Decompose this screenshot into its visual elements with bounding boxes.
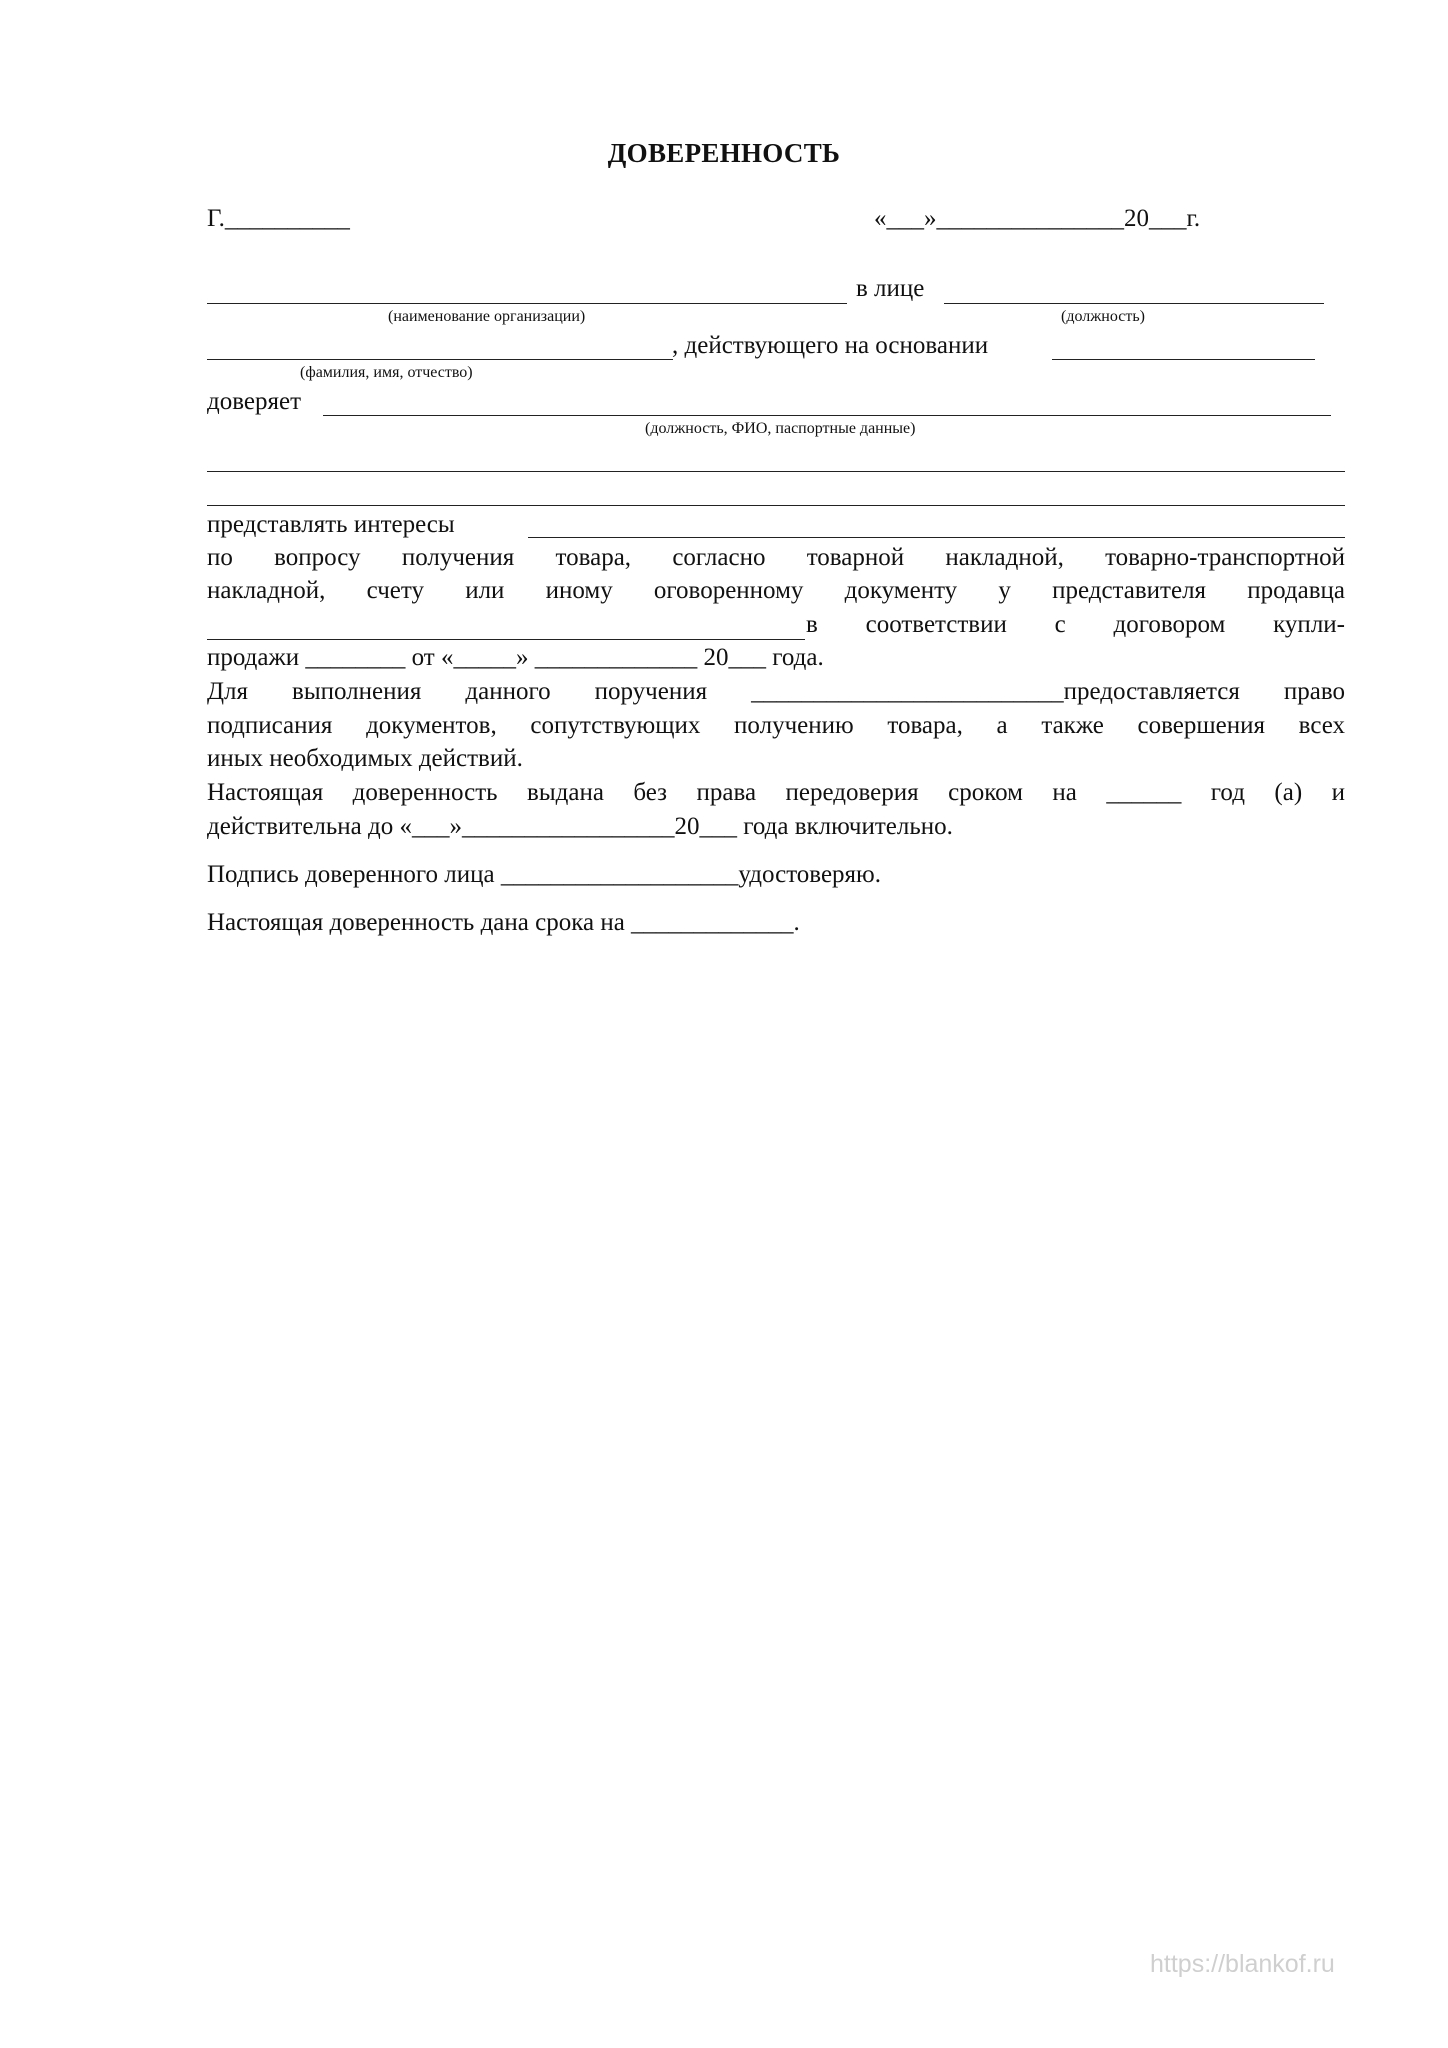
represent-blank [528, 537, 1345, 538]
body-line: продажи ________ от «_____» _____________ 20___ года. [207, 644, 824, 671]
body-line: Для выполнения данного поручения _________________________предоставляется право [207, 678, 1345, 705]
validity-line: Настоящая доверенность дана срока на _____________. [207, 909, 800, 936]
caption-position: (должность) [1061, 308, 1145, 325]
caption-fio: (фамилия, имя, отчество) [300, 364, 473, 381]
blank-line [207, 471, 1345, 472]
caption-trustee: (должность, ФИО, паспортные данные) [645, 420, 916, 437]
body-line: действительна до «___»_________________20___ года включительно. [207, 813, 953, 840]
blank-line [207, 505, 1345, 506]
seller-blank [207, 639, 805, 640]
body-line: накладной, счету или иному оговоренному документу у представителя продавца [207, 577, 1345, 604]
body-line: иных необходимых действий. [207, 745, 523, 772]
document-title: ДОВЕРЕННОСТЬ [607, 138, 841, 168]
signature-line: Подпись доверенного лица ___________________удостоверяю. [207, 861, 881, 888]
trustee-blank [323, 415, 1331, 416]
date-field: «___»_______________20___г. [874, 205, 1201, 232]
body-line: подписания документов, сопутствующих получению товара, а также совершения всех [207, 712, 1345, 739]
body-line: по вопросу получения товара, согласно товарной накладной, товарно-транспортной [207, 544, 1345, 571]
trusts-label: доверяет [207, 388, 301, 415]
in-person-label: в лице [856, 275, 925, 302]
body-line: в соответствии с договором купли- [806, 611, 1345, 638]
city-field: Г.__________ [207, 205, 350, 232]
acting-on-basis-label: , действующего на основании [672, 332, 989, 359]
position-blank [944, 303, 1324, 304]
organization-blank [207, 303, 847, 304]
watermark-link[interactable]: https://blankof.ru [1150, 1950, 1335, 1978]
fio-blank [207, 359, 673, 360]
basis-blank [1052, 359, 1315, 360]
body-line: Настоящая доверенность выдана без права передоверия сроком на ______ год (а) и [207, 779, 1345, 806]
caption-organization: (наименование организации) [388, 308, 586, 325]
represent-label: представлять интересы [207, 511, 455, 538]
